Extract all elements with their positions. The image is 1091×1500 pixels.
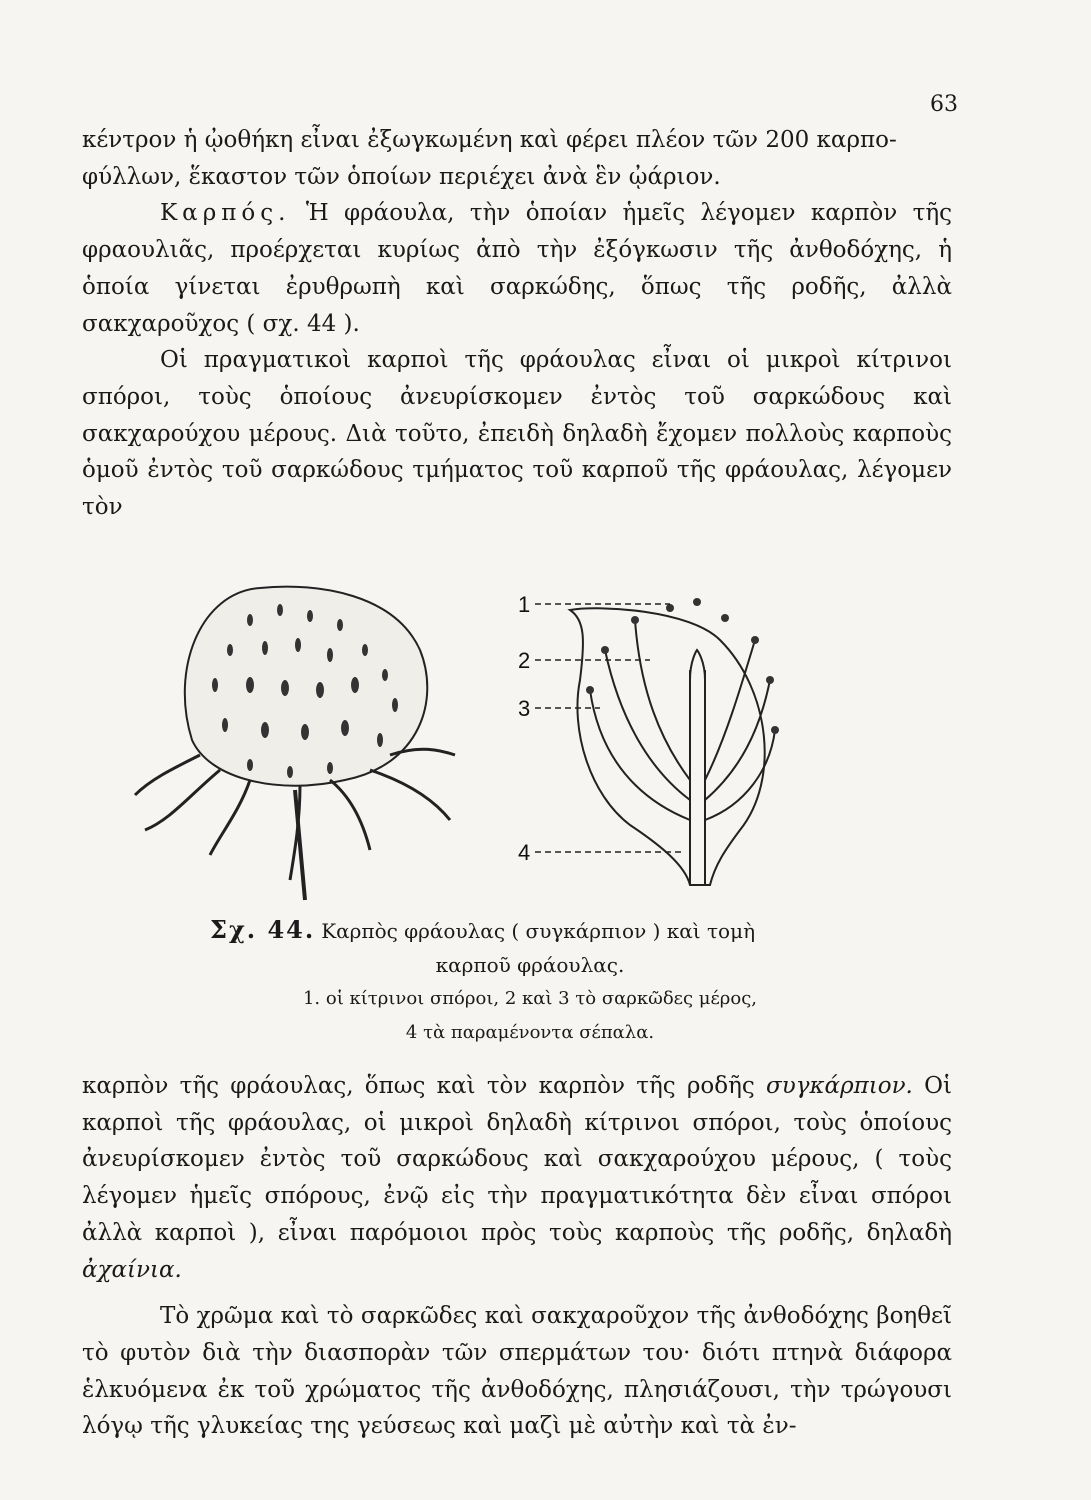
p2-body: Ἡ φράουλα, τὴν ὁποίαν ἡμεῖς λέγομεν καρπὸν τῆς φραουλιᾶς, προέρχεται κυρίως ἀπὸ τὴν ἐξόγκωσιν τῆς ἀνθοδόχης, ἡ ὁποία γίνεται ἐρυθρωπὴ καὶ σαρκώδης, ὅπως τῆς ροδῆς, ἀλλὰ σακχαροῦχος ( σχ. 44 ).	[82, 200, 953, 337]
paragraph-5: Τὸ χρῶμα καὶ τὸ σαρκῶδες καὶ σακχαροῦχον τῆς ἀνθοδόχης βοηθεῖ τὸ φυτὸν διὰ τὴν διασπορὰν τῶν σπερμάτων του· διότι πτηνὰ διάφορα ἑλκυόμενα ἐκ τοῦ χρώματος τῆς ἀνθοδόχης, πλησιάζουσι, τὴν τρώγουσι λόγῳ τῆς γλυκείας της γεύσεως καὶ μαζὶ μὲ αὐτὴν καὶ τὰ ἐν-	[82, 1303, 952, 1440]
p2-heading: Καρπός.	[160, 200, 291, 227]
figure-label-2: 2	[518, 648, 531, 673]
paragraph-1	[82, 122, 952, 195]
caption-line-3: 1. οἱ κίτρινοι σπόροι, 2 καὶ 3 τὸ σαρκῶδες μέρος,	[302, 988, 758, 1009]
figure-label-1: 1	[518, 592, 531, 617]
caption-title: Καρπὸς φράουλας ( συγκάρπιον ) καὶ τομὴ	[321, 919, 756, 943]
p1-line1: κέντρον ἡ ᾠοθήκη εἶναι ἐξωγκωμένη καὶ φέρει πλέον τῶν 200 καρπο-	[82, 127, 897, 153]
strawberry-drawing	[135, 587, 455, 900]
figure-caption	[210, 913, 850, 1050]
caption-line-2: καρποῦ φράουλας.	[435, 953, 625, 977]
p4-term-synkarpion: συγκάρπιον.	[766, 1073, 913, 1099]
caption-line-4: 4 τὰ παραμένοντα σέπαλα.	[405, 1022, 655, 1043]
p4-body: Οἱ καρποὶ τῆς φράουλας, οἱ μικροὶ δηλαδὴ κίτρινοι σπόροι, τοὺς ὁποίους ἀνευρίσκομεν ἐντὸς τοῦ σαρκώδους καὶ σακχαρούχου μέρους, ( τοὺς λέγομεν ἡμεῖς σπόρους, ἐνῷ εἰς τὴν πραγματικότητα δὲν εἶναι σπόροι ἀλλὰ καρποὶ ), εἶναι παρόμοιοι πρὸς τοὺς καρποὺς τῆς ροδῆς, δηλαδὴ	[82, 1073, 953, 1246]
paragraph-2	[82, 195, 952, 342]
section-drawing	[570, 598, 779, 885]
figure-44	[130, 580, 960, 910]
p1-line2: φύλλων, ἕκαστον τῶν ὁποίων περιέχει ἀνὰ ἓν ᾠάριον.	[82, 163, 721, 190]
top-text	[82, 122, 952, 526]
caption-line-1	[210, 913, 850, 948]
caption-label: Σχ. 44.	[210, 915, 316, 944]
p4-term-achainia: ἀχαίνια.	[82, 1256, 182, 1283]
figure-label-3: 3	[518, 696, 531, 721]
leader-lines	[535, 604, 685, 852]
p4-start: καρπὸν τῆς φράουλας, ὅπως καὶ τὸν καρπὸν τῆς ροδῆς	[82, 1073, 767, 1099]
page-number: 63	[930, 92, 958, 117]
paragraph-4	[82, 1068, 952, 1288]
bottom-text	[82, 1068, 952, 1445]
figure-label-4: 4	[518, 840, 531, 865]
paragraph-3: Οἱ πραγματικοὶ καρποὶ τῆς φράουλας εἶναι οἱ μικροὶ κίτρινοι σπόροι, τοὺς ὁποίους ἀνευρίσκομεν ἐντὸς τοῦ σαρκώδους καὶ σακχαρούχου μέρους. Διὰ τοῦτο, ἐπειδὴ δηλαδὴ ἔχομεν πολλοὺς καρποὺς ὁμοῦ ἐντὸς τοῦ σαρκώδους τμήματος τοῦ καρποῦ τῆς φράουλας, λέγομεν τὸν	[82, 347, 952, 521]
figure-illustration	[130, 580, 960, 910]
